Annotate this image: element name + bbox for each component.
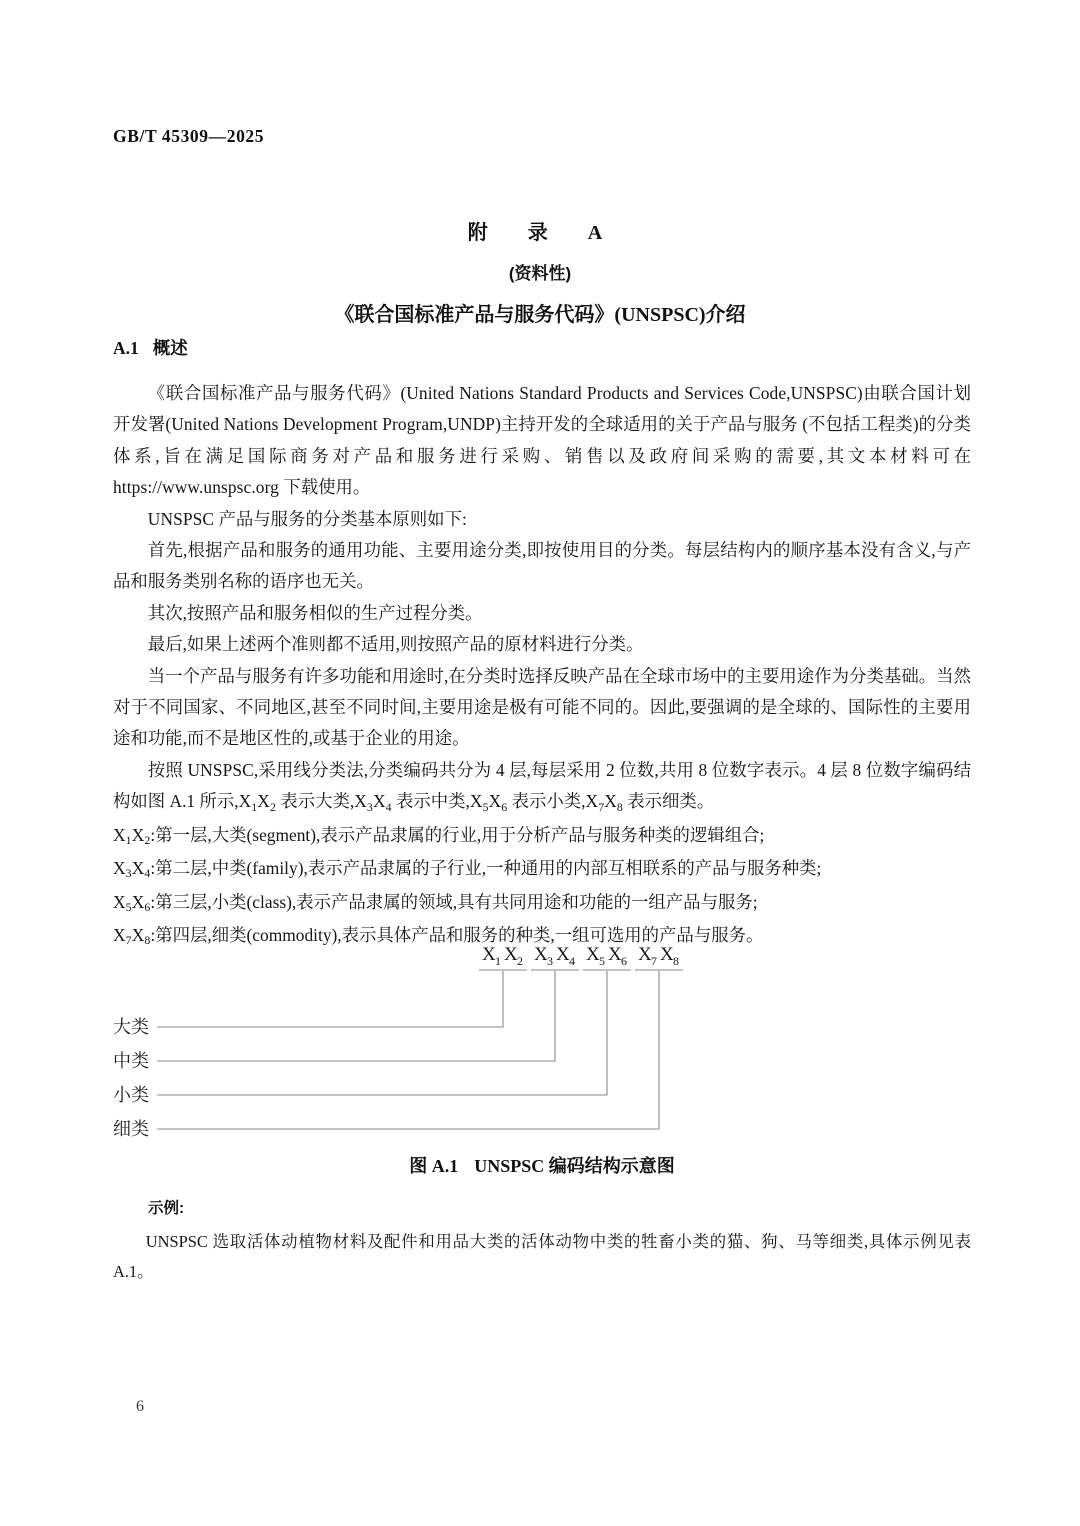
leader-line-class — [157, 971, 607, 1095]
clause-number: A.1 — [113, 338, 139, 358]
body-text — [113, 378, 971, 953]
code-group-3-right-sub: 6 — [621, 954, 627, 968]
level-text-commodity: :第四层,细类(commodity),表示具体产品和服务的种类,一组可选用的产品与服务。 — [150, 924, 764, 945]
leader-line-family — [157, 971, 555, 1061]
code-group-2-right-sub: 4 — [569, 954, 575, 968]
code-group-4-right-sub: 8 — [673, 954, 679, 968]
annex-title: 附 录 A — [467, 222, 613, 244]
code-pair-x7x8-inline: $X_7X_8$ — [585, 791, 623, 814]
code-group-1-right-sub: 2 — [517, 954, 523, 968]
code-group-labels — [482, 944, 679, 968]
para7-part-f: 表示细类。 — [622, 791, 715, 812]
code-group-3-right: X — [608, 944, 622, 965]
level-definition-family — [113, 853, 971, 886]
unspsc-code-structure-svg — [113, 938, 971, 1143]
paragraph-principle-second: 其次,按照产品和服务相似的生产过程分类。 — [147, 602, 483, 623]
paragraph-principles-intro — [113, 504, 971, 535]
para1-part-b: )由联合国计划开发署( — [113, 383, 971, 435]
code-group-3-left-sub: 5 — [599, 954, 605, 968]
level-text-family: :第二层,中类(family),表示产品隶属的子行业,一种通用的内部互相联系的产品与服务种类; — [150, 858, 822, 879]
para1-latin-unspsc: United Nations Standard Products and Services Code,UNSPSC — [406, 383, 857, 403]
para7-part-c: 表示大类, — [275, 791, 355, 812]
code-pair-x3x4-inline: $X_3X_4$ — [354, 791, 392, 814]
code-group-1-left: X — [482, 944, 496, 965]
code-pair-x1x2: $X_1X_2$ — [113, 824, 151, 847]
paragraph-global-usage: 当一个产品与服务有许多功能和用途时,在分类时选择反映产品在全球市场中的主要用途作为分类基础。当然对于不同国家、不同地区,甚至不同时间,主要用途是极有可能不同的。因此,要强调的是全球的、国际性的主要用途和功能,而不是地区性的,或基于企业的用途。 — [113, 665, 971, 749]
annex-kind: (资料性) — [508, 264, 572, 283]
row-label-class: 小类 — [113, 1085, 149, 1105]
code-group-2-left: X — [534, 944, 548, 965]
row-label-commodity: 细类 — [113, 1119, 149, 1139]
para2-rest: 产品与服务的分类基本原则如下: — [214, 508, 467, 529]
standard-number-header: GB/T 45309—2025 — [113, 126, 265, 146]
code-pair-x1x2-inline: $X_1X_2$ — [238, 791, 276, 814]
example-body — [113, 1227, 971, 1287]
code-group-4-left: X — [638, 944, 652, 965]
clause-title: 概述 — [152, 338, 188, 358]
figure-caption-text: UNSPSC 编码结构示意图 — [474, 1156, 675, 1176]
code-pair-x3x4: $X_3X_4$ — [113, 858, 151, 881]
leader-lines — [157, 971, 659, 1129]
page-number: 6 — [136, 1398, 144, 1415]
paragraph-principle-third: 最后,如果上述两个准则都不适用,则按照产品的原材料进行分类。 — [147, 634, 644, 655]
leader-line-segment — [157, 971, 503, 1027]
para7-part-e: 表示小类, — [507, 791, 586, 812]
code-group-1-right: X — [504, 944, 518, 965]
para7-unspsc: UNSPSC — [187, 759, 254, 780]
level-text-segment: :第一层,大类(segment),表示产品隶属的行业,用于分析产品与服务种类的逻辑组合; — [150, 824, 765, 845]
para1-part-a: 《联合国标准产品与服务代码》( — [147, 383, 407, 403]
para7-part-b: ,采用线分类法,分类编码共分为 4 层,每层采用 2 位数,共用 8 位数字表示。4 层 8 位数字编码结构如图 A.1 所示, — [113, 759, 972, 812]
code-group-4-left-sub: 7 — [651, 954, 657, 968]
leader-line-commodity — [157, 971, 659, 1129]
paragraph-coding-structure — [113, 755, 971, 820]
level-definition-segment — [113, 820, 971, 853]
annex-title-block — [113, 216, 967, 327]
example-paragraph: UNSPSC 选取活体动植物材料及配件和用品大类的活体动物中类的牲畜小类的猫、狗、马等细类,具体示例见表 A.1。 — [113, 1232, 971, 1281]
code-pair-x5x6-inline: $X_5X_6$ — [469, 791, 508, 814]
code-group-3-left: X — [586, 944, 600, 965]
code-group-1-left-sub: 1 — [495, 954, 501, 968]
code-pair-x5x6: $X_5X_6$ — [113, 891, 151, 914]
row-label-segment: 大类 — [113, 1017, 149, 1037]
para1-latin-undp: United Nations Development Program,UNDP — [171, 414, 496, 435]
annex-name: 《联合国标准产品与服务代码》(UNSPSC)介绍 — [334, 304, 746, 326]
code-group-2-right: X — [556, 944, 570, 965]
row-label-family: 中类 — [113, 1051, 149, 1071]
paragraph-overview-definition — [113, 378, 971, 504]
level-definition-class — [113, 887, 971, 920]
figure-caption-label: 图 A.1 — [409, 1156, 459, 1176]
level-text-class: :第三层,小类(class),表示产品隶属的领域,具有共同用途和功能的一组产品与服务; — [150, 891, 758, 912]
paragraph-principle-first: 首先,根据产品和服务的通用功能、主要用途分类,即按使用目的分类。每层结构内的顺序基本没有含义,与产品和服务类别名称的语序也无关。 — [113, 540, 971, 592]
para1-part-d: 下载使用。 — [278, 477, 371, 498]
figure-caption — [113, 1152, 971, 1178]
para7-part-d: 表示中类, — [391, 791, 470, 812]
code-pair-x7x8: $X_7X_8$ — [113, 924, 151, 948]
para1-part-c: )主持开发的全球适用的关于产品与服务 (不包括工程类)的分类体系,旨在满足国际商务对产品和服务进行采购、销售以及政府间采购的需要,其文本材料可在 — [113, 414, 972, 466]
hierarchy-row-labels — [113, 1017, 149, 1139]
code-group-4-right: X — [660, 944, 674, 965]
unspsc-website-url: https://www.unspsc.org — [113, 477, 279, 498]
code-group-2-left-sub: 3 — [547, 954, 553, 968]
example-label: 示例: — [148, 1200, 185, 1217]
figure-a1-diagram — [113, 938, 971, 1143]
para7-part-a: 按照 — [147, 759, 188, 780]
para2-unspsc: UNSPSC — [147, 508, 215, 529]
clause-heading — [113, 335, 188, 360]
